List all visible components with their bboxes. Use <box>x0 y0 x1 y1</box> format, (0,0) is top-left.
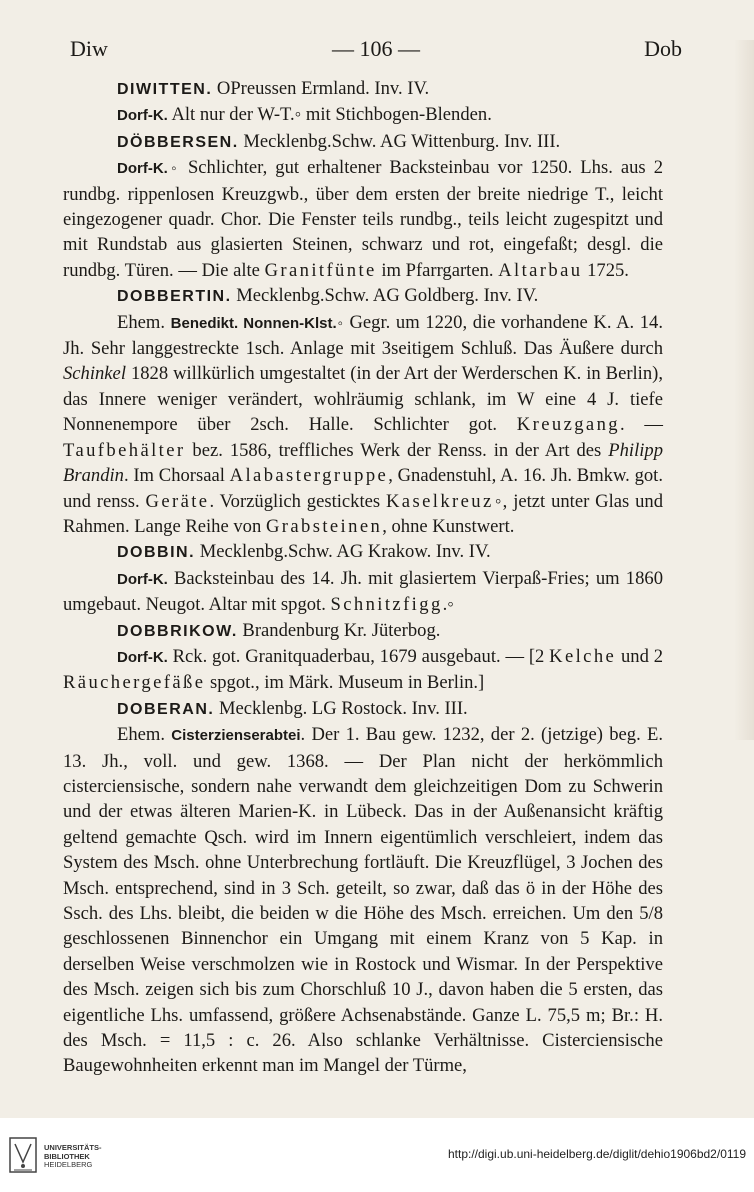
running-head-right: Dob <box>644 36 682 61</box>
text-run: OPreussen Ermland. Inv. IV. <box>212 78 430 99</box>
text-run: Ehem. <box>117 724 172 746</box>
spaced-term: Geräte <box>145 490 210 512</box>
page-edge-shadow <box>734 40 754 740</box>
place-name: DOBERAN. <box>117 700 215 718</box>
library-logo <box>8 1132 126 1178</box>
text-run: spgot., im Märk. Museum in Berlin.] <box>205 672 485 694</box>
text-run: . Im Chorsaal <box>123 465 230 487</box>
spaced-term: Schnitzfigg <box>330 594 443 616</box>
text-run: Gegr. um 1220, die vorhandene K. A. 14. Jh. Sehr langgestreckte 1sch. Anlage mit 3seitigem Schluß. Das Äußere durch <box>63 311 664 360</box>
text-run: . — <box>619 414 663 436</box>
subheading: Dorf-K. <box>117 107 168 125</box>
entry-heading-line <box>63 129 663 155</box>
entry-heading-line <box>63 283 663 309</box>
spaced-term: Grabsteinen <box>265 515 383 537</box>
entry-paragraph <box>63 155 663 283</box>
entry-paragraph <box>63 722 663 1079</box>
spaced-term: Taufbehälter <box>63 439 186 461</box>
text-run: .◦ <box>442 594 454 616</box>
footer-bar <box>0 1118 754 1192</box>
text-run: Mecklenbg.Schw. AG Goldberg. Inv. IV. <box>231 285 539 307</box>
text-run: Ehem. <box>117 311 171 333</box>
text-run: Backsteinbau des 14. Jh. mit glasiertem Vierpaß-Fries; um 1860 umgebaut. Neugot. Altar mit spgot. <box>63 567 663 616</box>
place-name: DOBBRIKOW. <box>117 622 238 640</box>
page-number: — 106 — <box>332 36 420 61</box>
spaced-term: Kelche <box>549 645 617 667</box>
entry-heading-line <box>63 618 663 644</box>
place-name: DÖBBERSEN. <box>117 133 239 151</box>
text-run: , ohne Kunstwert. <box>382 515 515 537</box>
text-run: . Der 1. Bau gew. 1232, der 2. (jetzige) beg. E. 13. Jh., voll. und gew. 1368. — Der Plan nicht der herkömmlich cisterciensische, sondern nahe verwandt dem gleichzeitigen Dom zu Schwerin und der etwas älteren Marien-K. in Lübeck. Das in der Außenansicht kräftig geltend gemachte Qsch. wird im Innern eigentümlich verschleiert, indem das System des Msch. ohne Unterbrechung fortläuft. Die Kreuzflügel, 3 Jochen des Msch. entsprechend, sind in 3 Sch. geteilt, so zwar, daß das ö in der Höhe des Ssch. des Lhs. bleibt, die beiden w die Höhe des Msch. erreichen. Um den 5/8 geschlossenen Binnenchor ein Umgang mit einem Kranz von 5 Kap. in derselben Weise verschmolzen wie in Rostock und Wismar. In der Perspektive des Msch. zeigen sich bis zum Chorschluß 10 J., davon haben die 5 ersten, das eigentliche Lhs. umfassend, größere Achsenabstände. Ganze L. 75,5 m; Br.: H. des Msch. = 11,5 : c. 26. Also schlanke Verhältnisse. Cisterciensische Baugewohnheiten erkennt man im Mangel der Türme, <box>63 724 664 1077</box>
text-run: Alt nur der W-T.◦ mit Stichbogen-Blenden. <box>167 104 492 126</box>
text-run: Mecklenbg. LG Rostock. Inv. III. <box>214 697 468 719</box>
running-head-left: Diw <box>70 36 108 61</box>
library-seal-icon <box>8 1132 38 1178</box>
text-run: , Gnadenstuhl, A. 16. Jh. Bmkw. got. und renss. <box>63 465 663 512</box>
entry-heading-line <box>63 696 663 722</box>
text-run: Mecklenbg.Schw. AG Wittenburg. Inv. III. <box>238 130 561 152</box>
text-run: 1725. <box>582 259 629 281</box>
place-name: DIWITTEN. <box>117 81 213 98</box>
text-run: 1828 willkürlich umgestaltet (in der Art der Werderschen K. in Berlin), das Innere weniger verändert, wohlräumig schlank, im W eine 4 J. tiefe Nonnenempore über 2sch. Halle. Schlichter got. <box>63 363 663 436</box>
text-run: und 2 <box>616 645 664 667</box>
entry-heading-line <box>63 539 663 565</box>
place-name: DOBBERTIN. <box>117 288 232 306</box>
subheading: Dorf-K. <box>117 570 168 588</box>
text-run: im Pfarrgarten. <box>376 259 499 281</box>
running-head <box>70 36 682 66</box>
spaced-term: Räuchergefäße <box>63 672 206 694</box>
entry-heading-line <box>63 76 663 102</box>
spaced-term: Kaselkreuz <box>385 490 494 512</box>
spaced-term: Kreuzgang <box>516 414 620 436</box>
entry-paragraph <box>63 102 663 128</box>
text-run: . Vorzüglich gesticktes <box>209 490 386 512</box>
entry-paragraph <box>63 566 663 618</box>
text-run: Mecklenbg.Schw. AG Krakow. Inv. IV. <box>195 541 491 563</box>
body-text <box>63 76 663 1079</box>
entry-paragraph <box>63 644 663 696</box>
subheading: Dorf-K.◦ <box>117 160 180 178</box>
subheading: Dorf-K. <box>117 648 168 666</box>
subheading: Cisterzienserabtei <box>171 727 301 745</box>
spaced-term: Altarbau <box>498 259 583 281</box>
text-run: Brandenburg Kr. Jüterbog. <box>237 619 441 641</box>
text-run: Schlichter, gut erhaltener Backsteinbau vor 1250. Lhs. aus 2 rundbg. rippenlosen Kreuzgwb., über dem ersten der breite niedrige T., leicht eingezogener quadr. Chor. Die Fenster teils rundbg., teils leicht zugespitzt und mit Rundstab aus glasierten Steinen, schwarz und rot, eingefaßt; desgl. die rundbg. Türen. — Die alte <box>63 157 664 281</box>
permalink-url[interactable]: http://digi.ub.uni-heidelberg.de/diglit/dehio1906bd2/0119 <box>447 1147 746 1161</box>
spaced-term: Granitfünte <box>264 259 377 281</box>
text-run: ◦, jetzt unter Glas und Rahmen. Lange Reihe von <box>63 490 664 537</box>
entry-paragraph <box>63 310 663 540</box>
italic-name: Schinkel <box>63 363 126 385</box>
text-run: Rck. got. Granitquaderbau, 1679 ausgebaut. — [2 <box>167 645 550 667</box>
library-name: UNIVERSITÄTS- BIBLIOTHEK HEIDELBERG <box>44 1143 102 1169</box>
subheading: Benedikt. Nonnen-Klst.◦ <box>170 314 344 332</box>
place-name: DOBBIN. <box>117 544 196 562</box>
text-run: bez. 1586, treffliches Werk der Renss. in der Art des <box>185 439 609 461</box>
spaced-term: Alabastergruppe <box>229 465 389 487</box>
italic-name: Philipp Brandin <box>63 439 663 487</box>
